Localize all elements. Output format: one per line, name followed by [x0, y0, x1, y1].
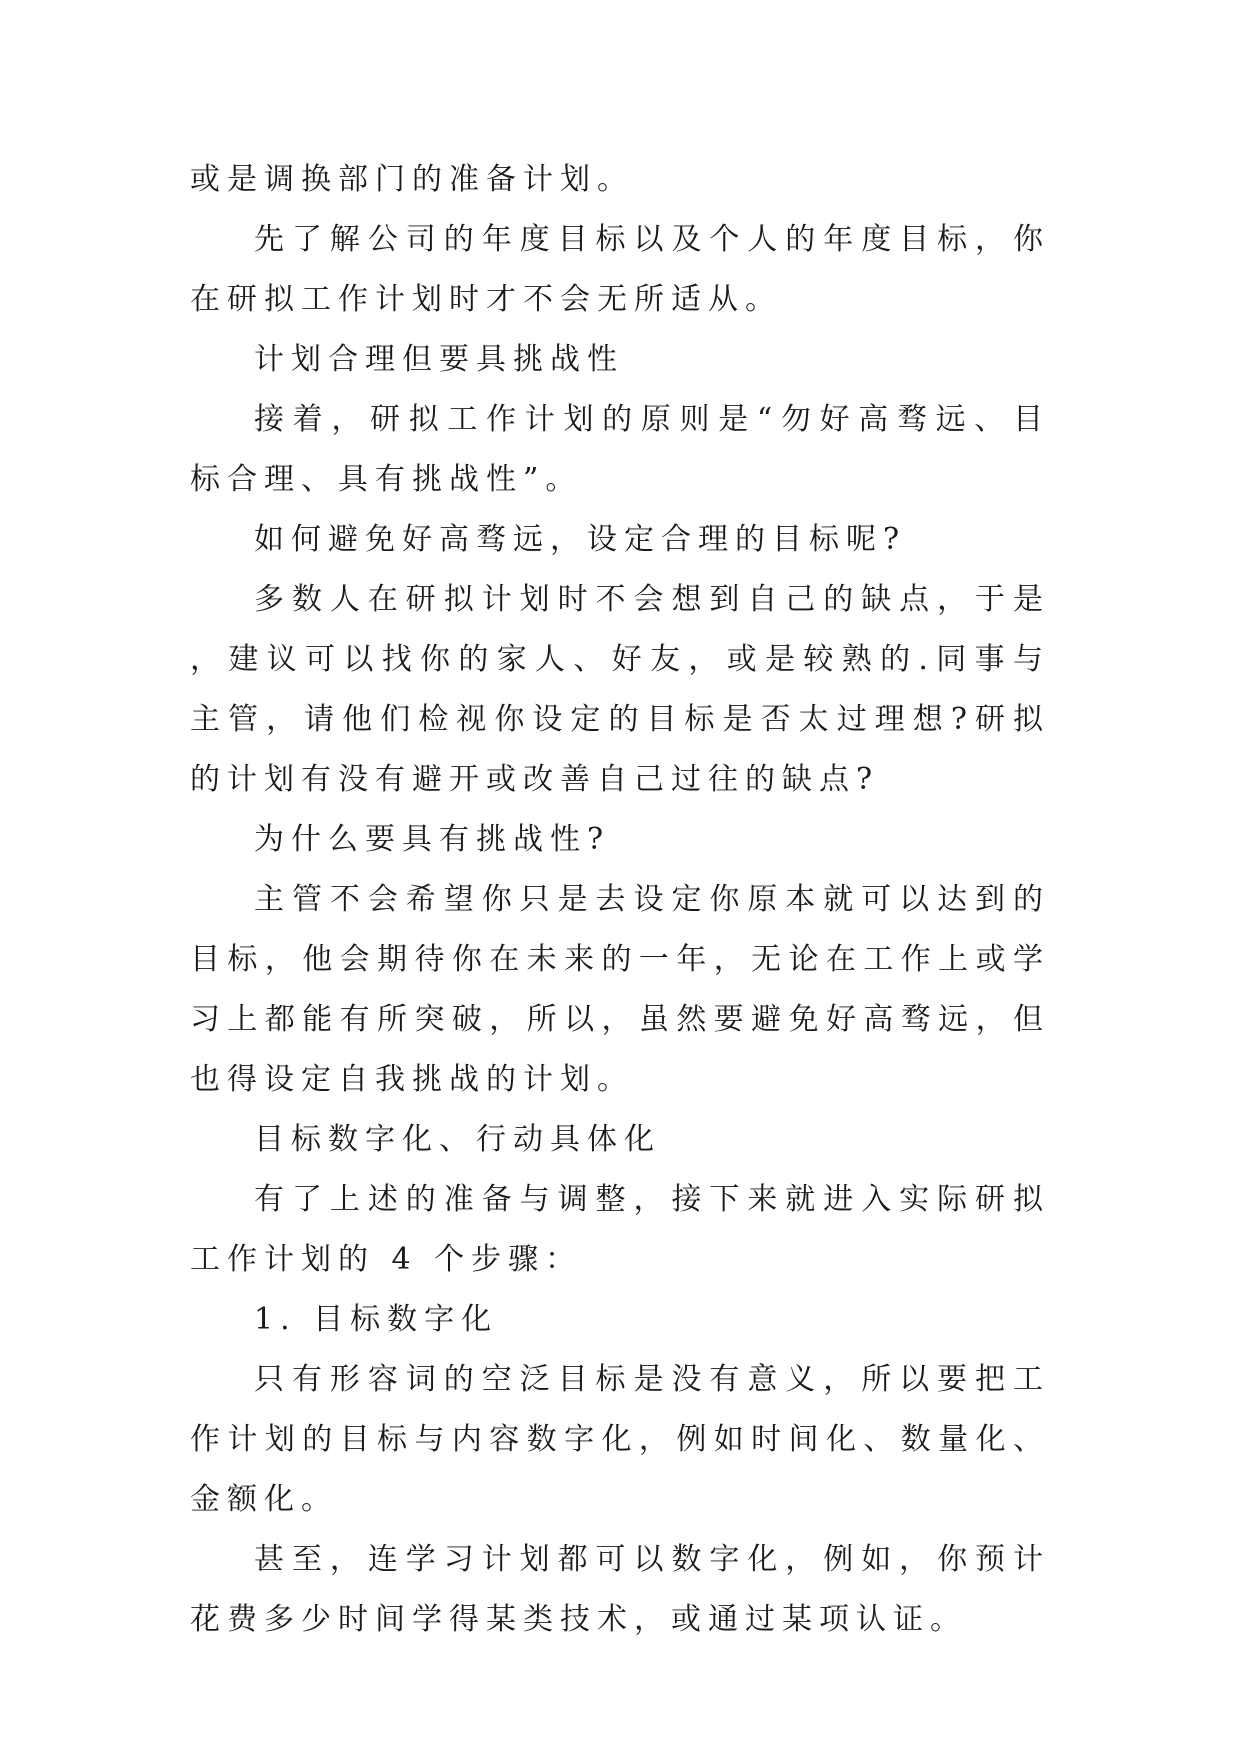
document-body: [190, 150, 1050, 1650]
paragraph: 主管不会希望你只是去设定你原本就可以达到的目标，他会期待你在未来的一年，无论在工作上或学习上都能有所突破，所以，虽然要避免好高骛远，但也得设定自我挑战的计划。: [190, 882, 1050, 1097]
question-line: 如何避免好高骛远，设定合理的目标呢?: [254, 522, 907, 557]
step-heading: 1. 目标数字化: [254, 1302, 499, 1337]
paragraph: 只有形容词的空泛目标是没有意义，所以要把工作计划的目标与内容数字化，例如时间化、数量化、金额化。: [190, 1362, 1050, 1517]
question-line: 为什么要具有挑战性?: [254, 822, 611, 857]
paragraph: 接着，研拟工作计划的原则是“勿好高骛远、目标合理、具有挑战性”。: [190, 402, 1050, 497]
paragraph: 甚至，连学习计划都可以数字化，例如，你预计花费多少时间学得某类技术，或通过某项认证。: [190, 1542, 1050, 1637]
paragraph: 多数人在研拟计划时不会想到自己的缺点，于是，建议可以找你的家人、好友，或是较熟的.同事与主管，请他们检视你设定的目标是否太过理想?研拟的计划有没有避开或改善自己过往的缺点?: [190, 582, 1050, 797]
section-heading: 目标数字化、行动具体化: [254, 1122, 661, 1157]
section-heading: 计划合理但要具挑战性: [254, 342, 624, 377]
paragraph: 有了上述的准备与调整，接下来就进入实际研拟工作计划的 4 个步骤：: [190, 1182, 1050, 1277]
paragraph: 先了解公司的年度目标以及个人的年度目标，你在研拟工作计划时才不会无所适从。: [190, 222, 1050, 317]
paragraph: 或是调换部门的准备计划。: [190, 162, 634, 197]
